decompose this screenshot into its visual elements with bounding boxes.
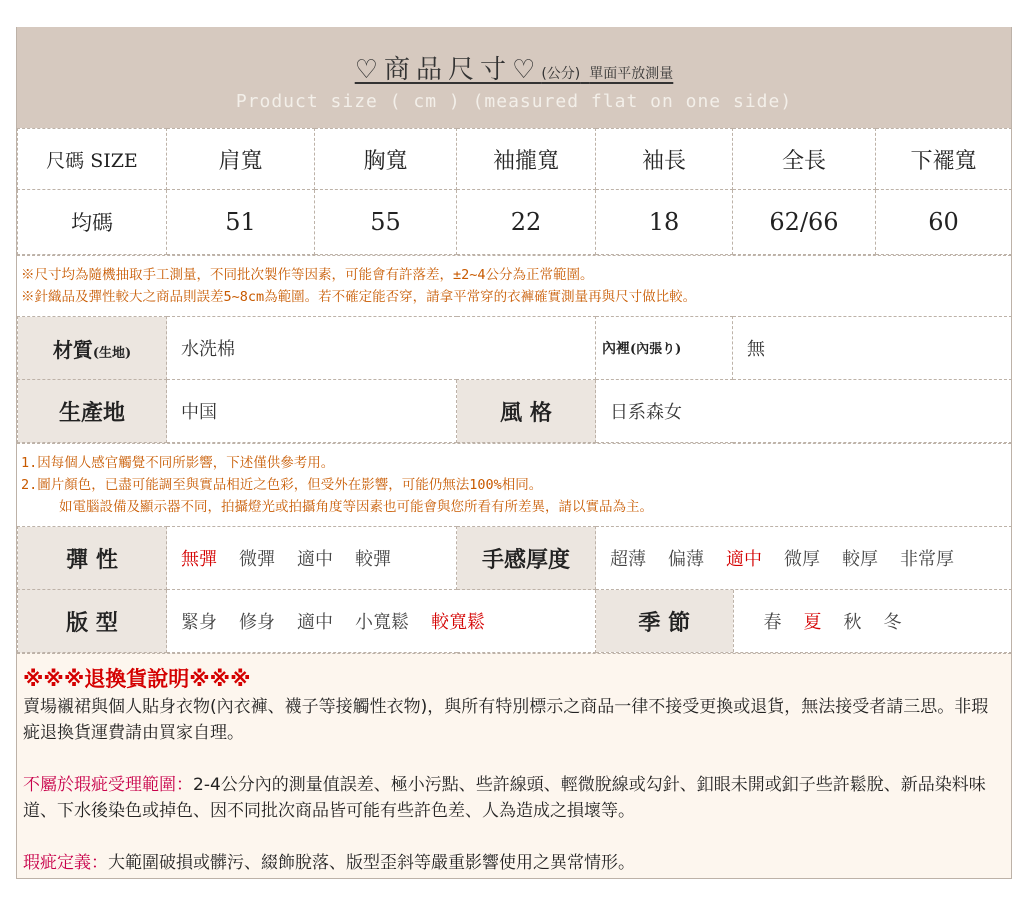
col-chest: 胸寬 [315, 129, 457, 190]
fit-row [18, 590, 1012, 653]
policy-heading: ※※※退換貨說明※※※ [23, 667, 251, 691]
elasticity-option: 較彈 [355, 549, 391, 570]
material-label [18, 317, 167, 380]
style-label: 風 格 [457, 380, 596, 443]
size-info-sheet [16, 27, 1012, 879]
fit-options [167, 590, 596, 653]
policy-lead: 不屬於瑕疵受理範圍： [23, 775, 193, 795]
elasticity-label: 彈 性 [18, 527, 167, 590]
fit-option: 較寬鬆 [431, 612, 485, 633]
thickness-label: 手感厚度 [457, 527, 596, 590]
col-armhole: 袖攏寬 [457, 129, 596, 190]
cell-length: 62/66 [733, 190, 876, 255]
origin-row [18, 380, 1012, 443]
material-label-sub: (生地) [92, 345, 132, 361]
season-label: 季 節 [596, 590, 733, 652]
title-note: 單面平放測量 [589, 66, 674, 82]
note-line: 如電腦設備及顯示器不同，拍攝燈光或拍攝角度等因素也可能會與您所看有所差異，請以實品為主。 [59, 499, 653, 515]
cell-chest: 55 [315, 190, 457, 255]
thickness-option: 微厚 [784, 549, 820, 570]
fit-option: 適中 [297, 612, 333, 633]
thickness-option: 適中 [726, 549, 762, 570]
note-line: ※針織品及彈性較大之商品則誤差5~8cm為範圍。若不確定能否穿，請拿平常穿的衣褲確實測量再與尺寸做比較。 [21, 289, 697, 305]
season-table [596, 590, 1011, 652]
policy-text: 2-4公分內的測量值誤差、極小污點、些許線頭、輕微脫線或勾針、釦眼未開或釦子些許鬆脫、新品染料味道、下水後染色或掉色、因不同批次商品皆可能有些許色差、人為造成之損壞等。 [23, 775, 986, 821]
thickness-option: 超薄 [610, 549, 646, 570]
material-label-text: 材質 [52, 337, 93, 362]
cell-hem: 60 [876, 190, 1012, 255]
col-hem: 下襬寬 [876, 129, 1012, 190]
col-shoulder: 肩寬 [167, 129, 315, 190]
lining-label [596, 317, 733, 380]
origin-label: 生產地 [18, 380, 167, 443]
color-note [17, 443, 1011, 526]
title-main: ♡商品尺寸♡ [354, 55, 542, 85]
policy-paragraph [23, 850, 1005, 876]
note-line: ※尺寸均為隨機抽取手工測量，不同批次製作等因素，可能會有許落差，±2~4公分為正常範圍。 [21, 267, 594, 283]
material-table [17, 316, 1012, 443]
lining-label-text: 內裡 [602, 341, 630, 357]
col-length: 全長 [733, 129, 876, 190]
elasticity-option: 微彈 [239, 549, 275, 570]
table-row [18, 190, 1012, 255]
size-header [17, 27, 1011, 128]
col-size: 尺碼 SIZE [18, 129, 167, 190]
policy-text: 大範圍破損或髒污、綴飾脫落、版型歪斜等嚴重影響使用之異常情形。 [108, 853, 635, 873]
thickness-option: 較厚 [842, 549, 878, 570]
title-unit: (公分) [541, 66, 581, 82]
size-table-header [18, 129, 1012, 190]
cell-shoulder: 51 [167, 190, 315, 255]
season-option: 秋 [843, 612, 862, 633]
fit-label: 版 型 [18, 590, 167, 653]
return-policy [17, 653, 1011, 878]
policy-paragraph: 賣場襯裙與個人貼身衣物(內衣褲、襪子等接觸性衣物)，與所有特別標示之商品一律不接受更換或退貨，無法接受者請三思。非瑕疵退換貨運費請由買家自理。 [23, 697, 989, 743]
origin-value: 中国 [167, 380, 457, 443]
season-option: 春 [763, 612, 782, 633]
season-cell [596, 590, 1012, 653]
material-value: 水洗棉 [167, 317, 596, 380]
fit-option: 緊身 [181, 612, 217, 633]
note-line: 1.因每個人感官觸覺不同所影響，下述僅供參考用。 [21, 455, 335, 471]
season-option: 冬 [883, 612, 902, 633]
elasticity-options [167, 527, 457, 590]
fit-option: 小寬鬆 [355, 612, 409, 633]
size-subtitle: Product size ( cm ) (measured flat on one side) [235, 91, 793, 112]
season-option: 夏 [803, 612, 822, 633]
policy-paragraph [23, 772, 1005, 824]
lining-label-sub: (內張り) [630, 342, 682, 357]
style-value: 日系森女 [596, 380, 1012, 443]
elasticity-row [18, 527, 1012, 590]
lining-value: 無 [733, 317, 1012, 380]
cell-armhole: 22 [457, 190, 596, 255]
thickness-option: 偏薄 [668, 549, 704, 570]
col-sleeve: 袖長 [596, 129, 733, 190]
cell-sleeve: 18 [596, 190, 733, 255]
thickness-option: 非常厚 [900, 549, 954, 570]
size-title [17, 49, 1011, 86]
policy-lead: 瑕疵定義： [23, 853, 108, 873]
material-row [18, 317, 1012, 380]
fit-option: 修身 [239, 612, 275, 633]
cell-size: 均碼 [18, 190, 167, 255]
elasticity-option: 無彈 [181, 549, 217, 570]
note-line: 2.圖片顏色，已盡可能調至與實品相近之色彩，但受外在影響，可能仍無法100%相同。 [21, 477, 543, 493]
elasticity-option: 適中 [297, 549, 333, 570]
measurement-note [17, 255, 1011, 316]
size-table [17, 128, 1012, 255]
thickness-options [596, 527, 1012, 590]
feature-table [17, 526, 1012, 653]
season-options [733, 590, 1011, 652]
